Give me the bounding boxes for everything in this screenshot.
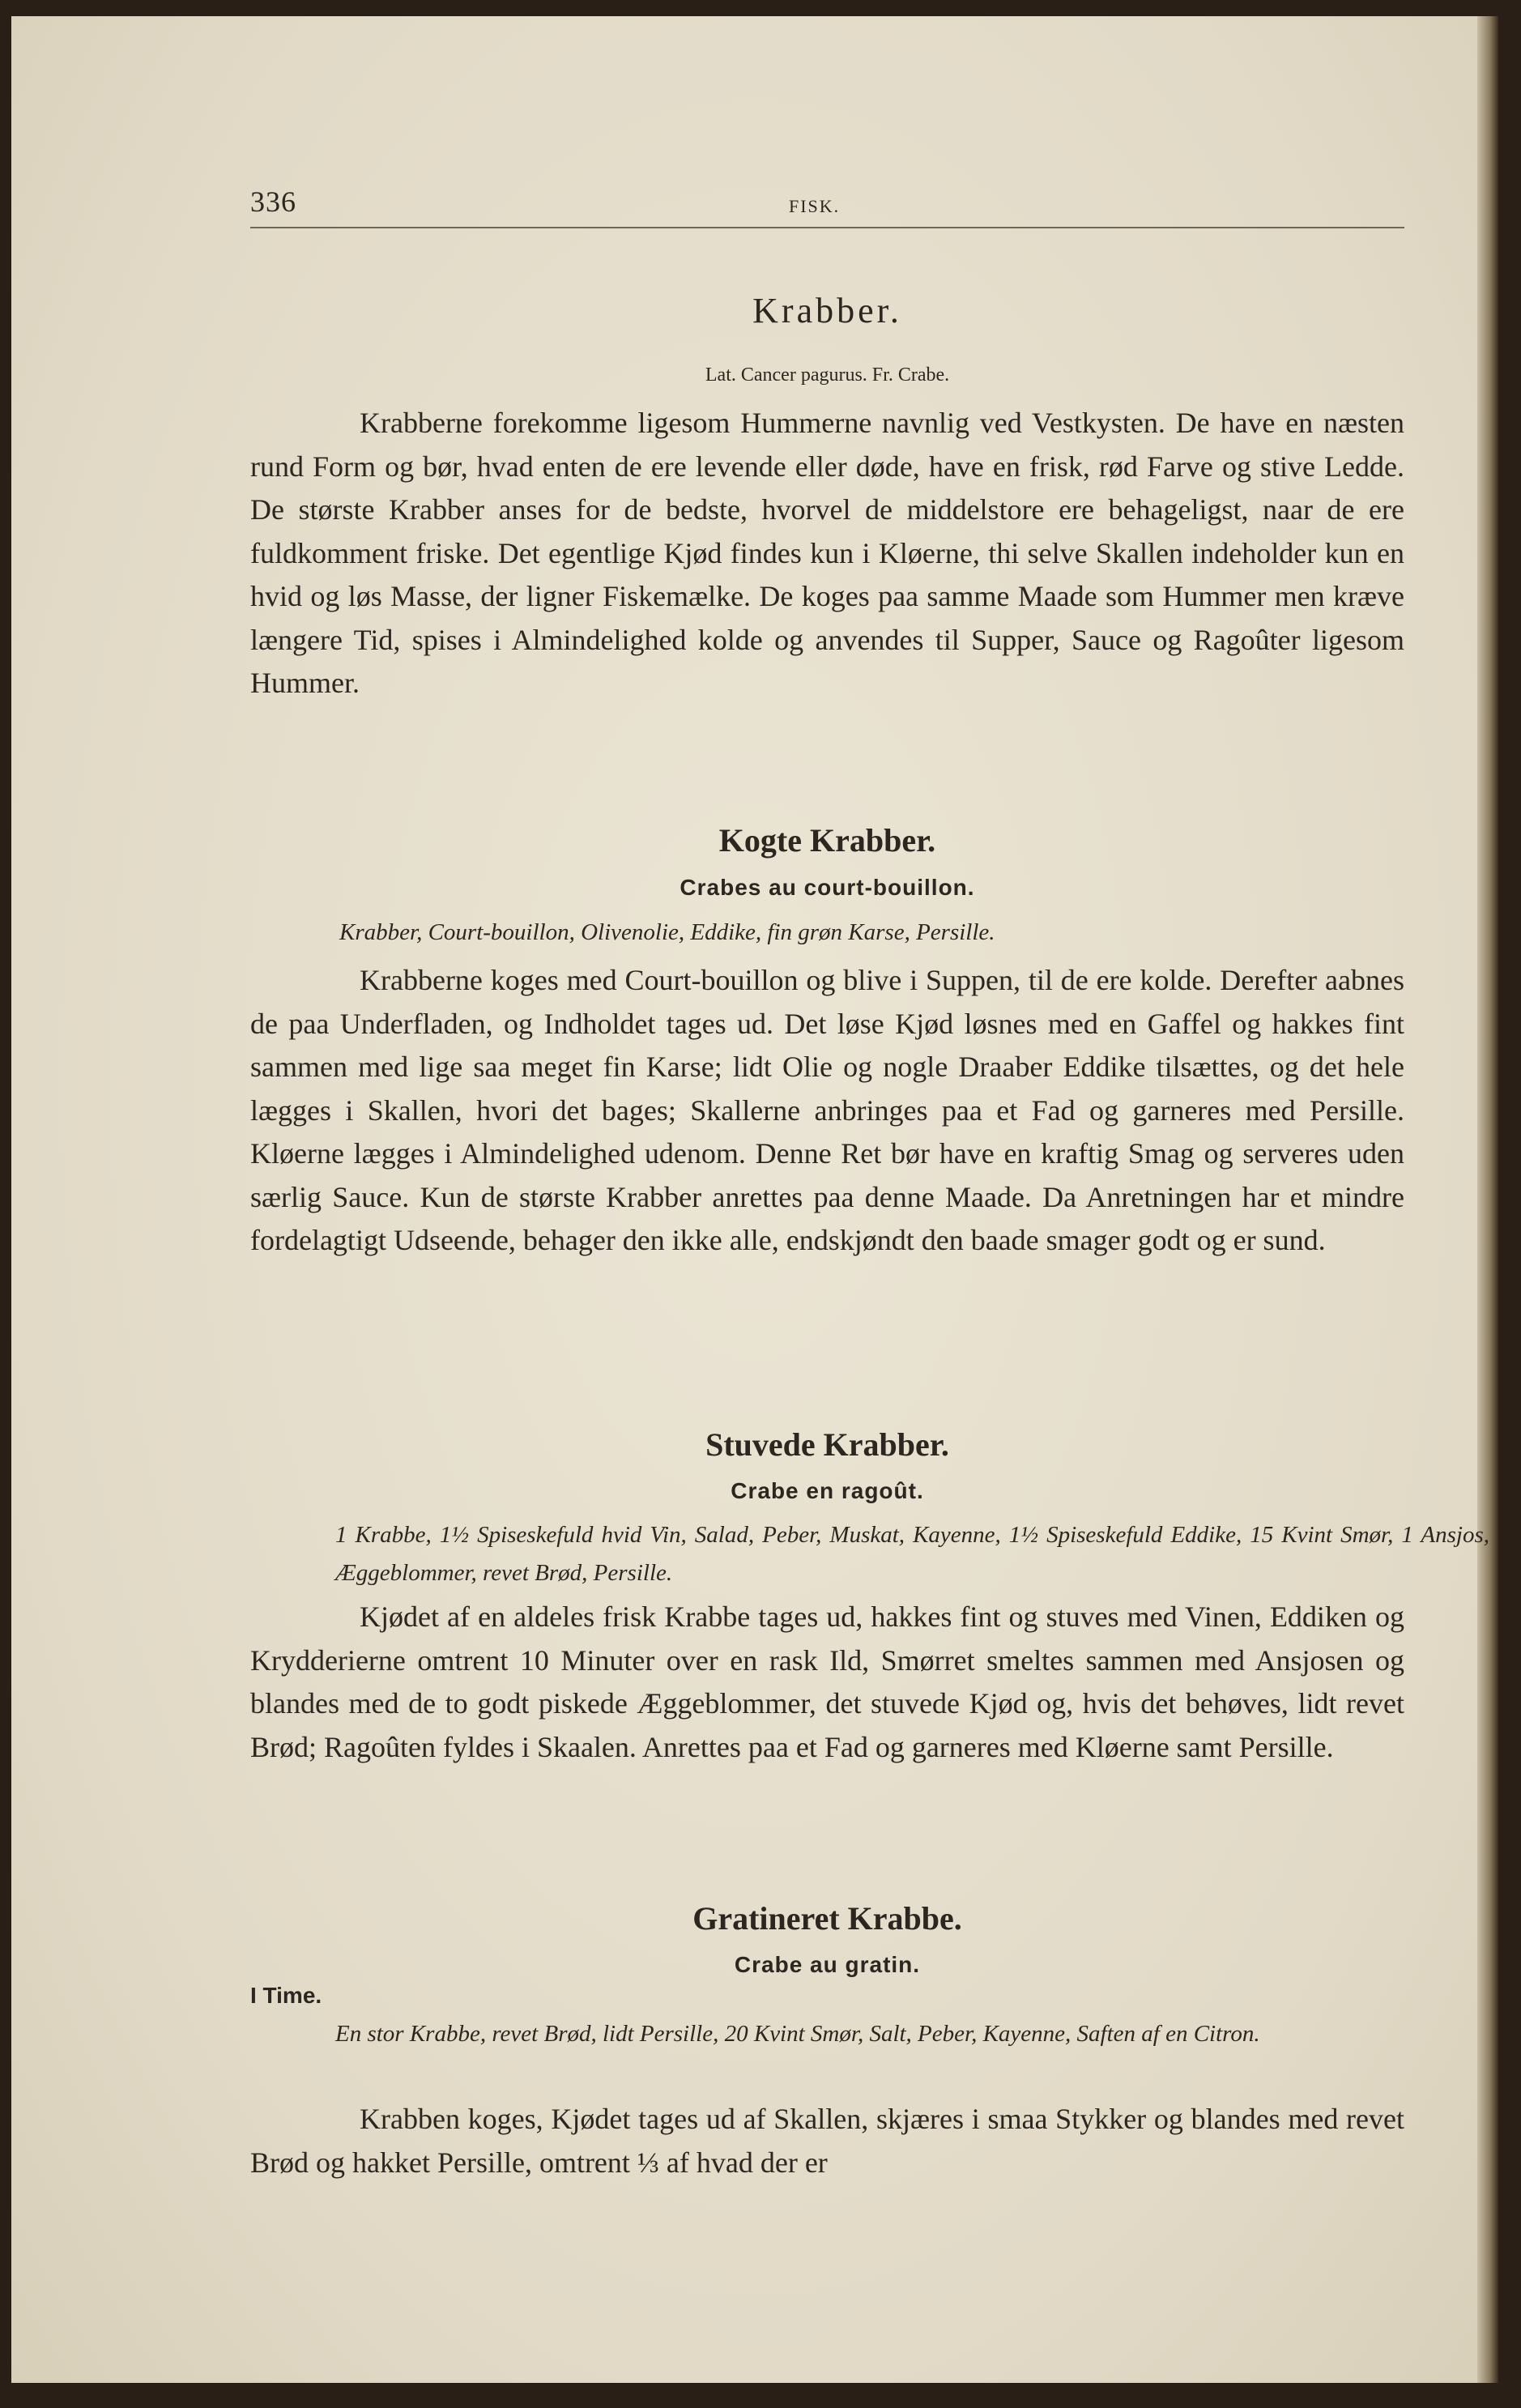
recipe-subtitle: Crabes au court-bouillon. (680, 875, 975, 900)
recipe-subtitle: Crabe au gratin. (734, 1952, 921, 1977)
running-head: FISK. (789, 196, 841, 216)
recipe-text: Krabberne koges med Court-bouillon og blive i Suppen, til de ere kolde. Derefter aabnes de paa Underfladen, og Indholdet tages ud. Det løse Kjød løsnes med en Gaffel og hakkes fint sammen med lige saa meget fin Karse; lidt Olie og nogle Draaber Eddike tilsættes, og det hele lægges i Skallen, hvori det bages; Skallerne anbringes paa et Fad og garneres med Persille. Kløerne lægges i Almindelighed udenom. Denne Ret bør have en kraftig Smag og serveres uden særlig Sauce. Kun de største Krabber anrettes paa denne Maade. Da Anretningen har et mindre fordelagtigt Udseende, behager den ikke alle, endskjøndt den baade smager godt og er sund. (250, 964, 1404, 1256)
ingredient-list: En stor Krabbe, revet Brød, lidt Persille, 20 Kvint Smør, Salt, Peber, Kayenne, Saften af en Citron. (335, 2021, 1260, 2047)
recipe-text: Kjødet af en aldeles frisk Krabbe tages ud, hakkes fint og stuves med Vinen, Eddiken og Krydderierne omtrent 10 Minuter over en rask Ild, Smørret smeltes sammen med Ansjosen og blandes med de to godt piskede Æggeblommer, det stuvede Kjød og, hvis det behøves, lidt revet Brød; Ragoûten fyldes i Skaalen. Anrettes paa et Fad og garneres med Kløerne samt Persille. (250, 1600, 1404, 1763)
book-page (11, 16, 1498, 2383)
section-title: Krabber. (752, 291, 902, 330)
recipe-text: Krabben koges, Kjødet tages ud af Skallen, skjæres i smaa Stykker og blandes med revet Brød og hakket Persille, omtrent ⅓ af hvad der er (250, 2103, 1404, 2179)
recipe-title: Kogte Krabber. (718, 822, 936, 859)
ingredient-list: Krabber, Court-bouillon, Olivenolie, Eddike, fin grøn Karse, Persille. (339, 919, 995, 945)
ingredient-list: 1 Krabbe, 1½ Spiseskefuld hvid Vin, Salad, Peber, Muskat, Kayenne, 1½ Spiseskefuld Eddike, 15 Kvint Smør, 1 Ansjos, Æggeblommer, revet Brød, Persille. (335, 1522, 1489, 1586)
page-header (250, 178, 1404, 228)
recipe-subtitle: Crabe en ragoût. (731, 1478, 924, 1503)
recipe-title: Gratineret Krabbe. (692, 1900, 962, 1937)
recipe-title: Stuvede Krabber. (705, 1426, 949, 1463)
intro-paragraph: Krabberne forekomme ligesom Hummerne navnlig ved Vestkysten. De have en næsten rund Form og bør, hvad enten de ere levende eller døde, have en frisk, rød Farve og stive Ledde. De største Krabber anses for de bedste, hvorvel de middelstore ere behageligst, naar de ere fuldkomment friske. Det egentlige Kjød findes kun i Kløerne, thi selve Skallen indeholder kun en hvid og løs Masse, der ligner Fiskemælke. De koges paa samme Maade som Hummer men kræve længere Tid, spises i Almindelighed kolde og anvendes til Supper, Sauce og Ragoûter ligesom Hummer. (250, 407, 1404, 699)
page-number: 336 (250, 185, 296, 218)
cooking-time: I Time. (250, 1983, 322, 2008)
latin-name: Lat. Cancer pagurus. Fr. Crabe. (705, 364, 950, 386)
